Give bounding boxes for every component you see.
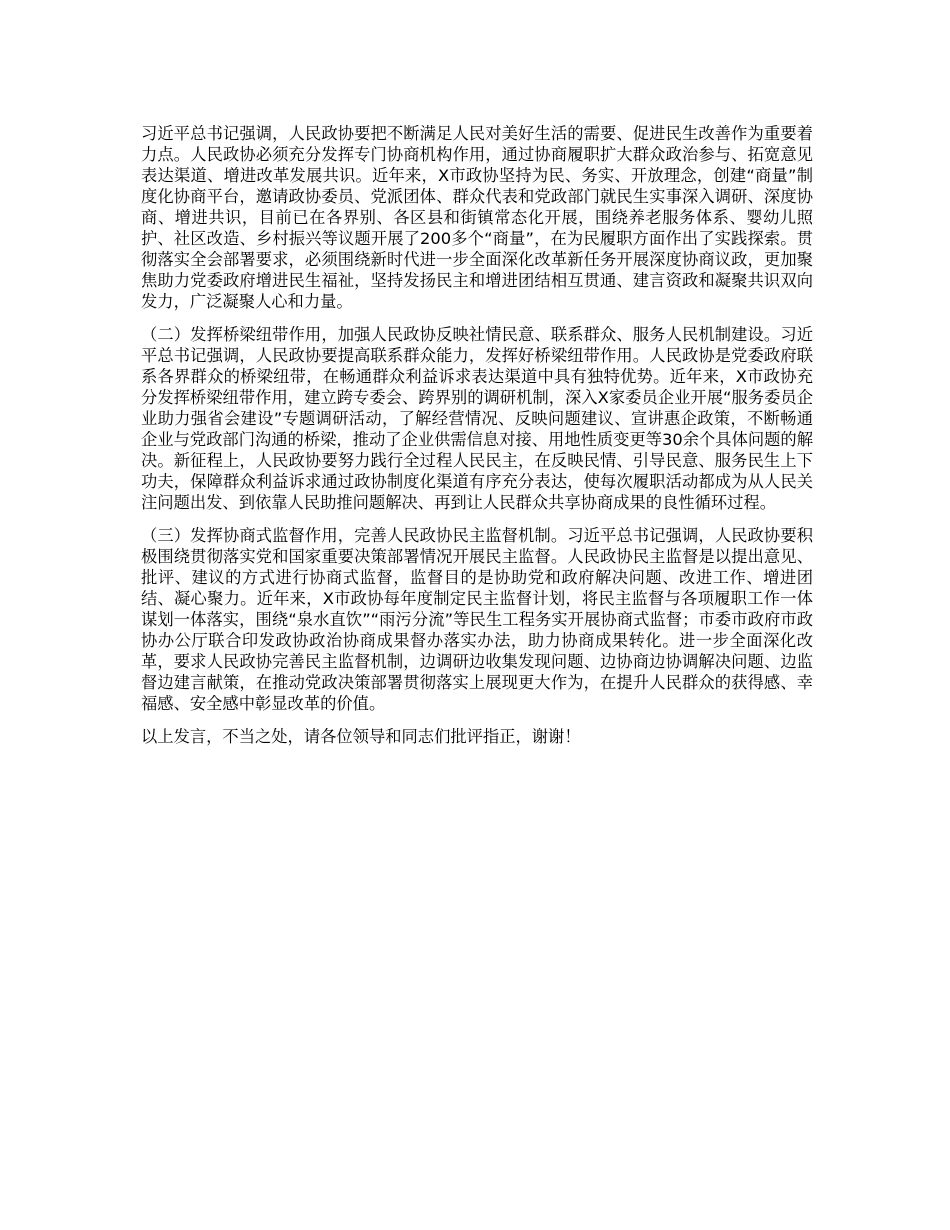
paragraph-2: （二）发挥桥梁纽带作用，加强人民政协反映社情民意、联系群众、服务人民机制建设。习近平总书记强调，人民政协要提高联系群众能力，发挥好桥梁纽带作用。人民政协是党委政府联系各界群众的桥梁纽带，在畅通群众利益诉求表达渠道中具有独特优势。近年来，X市政协充分发挥桥梁纽带作用，建立跨专委会、跨界别的调研机制，深入X家委员企业开展“服务委员企业助力强省会建设”专题调研活动，了解经营情况、反映问题建议、宣讲惠企政策，不断畅通企业与党政部门沟通的桥梁，推动了企业供需信息对接、用地性质变更等30余个具体问题的解决。新征程上，人民政协要努力践行全过程人民民主，在反映民情、引导民意、服务民生上下功夫，保障群众利益诉求通过政协制度化渠道有序充分表达，使每次履职活动都成为从人民关注问题出发、到依靠人民助推问题解决、再到让人民群众共享协商成果的良性循环过程。 (141, 325, 813, 512)
document-body (141, 123, 813, 759)
closing-remark: 以上发言，不当之处，请各位领导和同志们批评指正，谢谢！ (141, 727, 581, 746)
paragraph-3: （三）发挥协商式监督作用，完善人民政协民主监督机制。习近平总书记强调，人民政协要积极围绕贯彻落实党和国家重要决策部署情况开展民主监督。人民政协民主监督是以提出意见、批评、建议的方式进行协商式监督，监督目的是协助党和政府解决问题、改进工作、增进团结、凝心聚力。近年来，X市政协每年度制定民主监督计划，将民主监督与各项履职工作一体谋划一体落实，围绕“泉水直饮”“雨污分流”等民生工程务实开展协商式监督；市委市政府市政协办公厅联合印发政协政治协商成果督办落实办法，助力协商成果转化。进一步全面深化改革，要求人民政协完善民主监督机制，边调研边收集发现问题、边协商边协调解决问题、边监督边建言献策，在推动党政决策部署贯彻落实上展现更大作为，在提升人民群众的获得感、幸福感、安全感中彰显改革的价值。 (141, 526, 813, 713)
paragraph-1: 习近平总书记强调，人民政协要把不断满足人民对美好生活的需要、促进民生改善作为重要着力点。人民政协必须充分发挥专门协商机构作用，通过协商履职扩大群众政治参与、拓宽意见表达渠道、增进改革发展共识。近年来，X市政协坚持为民、务实、开放理念，创建“商量”制度化协商平台，邀请政协委员、党派团体、群众代表和党政部门就民生实事深入调研、深度协商、增进共识，目前已在各界别、各区县和街镇常态化开展，围绕养老服务体系、婴幼儿照护、社区改造、乡村振兴等议题开展了200多个“商量”，在为民履职方面作出了实践探索。贯彻落实全会部署要求，必须围绕新时代进一步全面深化改革新任务开展深度协商议政，更加聚焦助力党委政府增进民生福祉，坚持发扬民主和增进团结相互贯通、建言资政和凝聚共识双向发力，广泛凝聚人心和力量。 (141, 124, 813, 311)
